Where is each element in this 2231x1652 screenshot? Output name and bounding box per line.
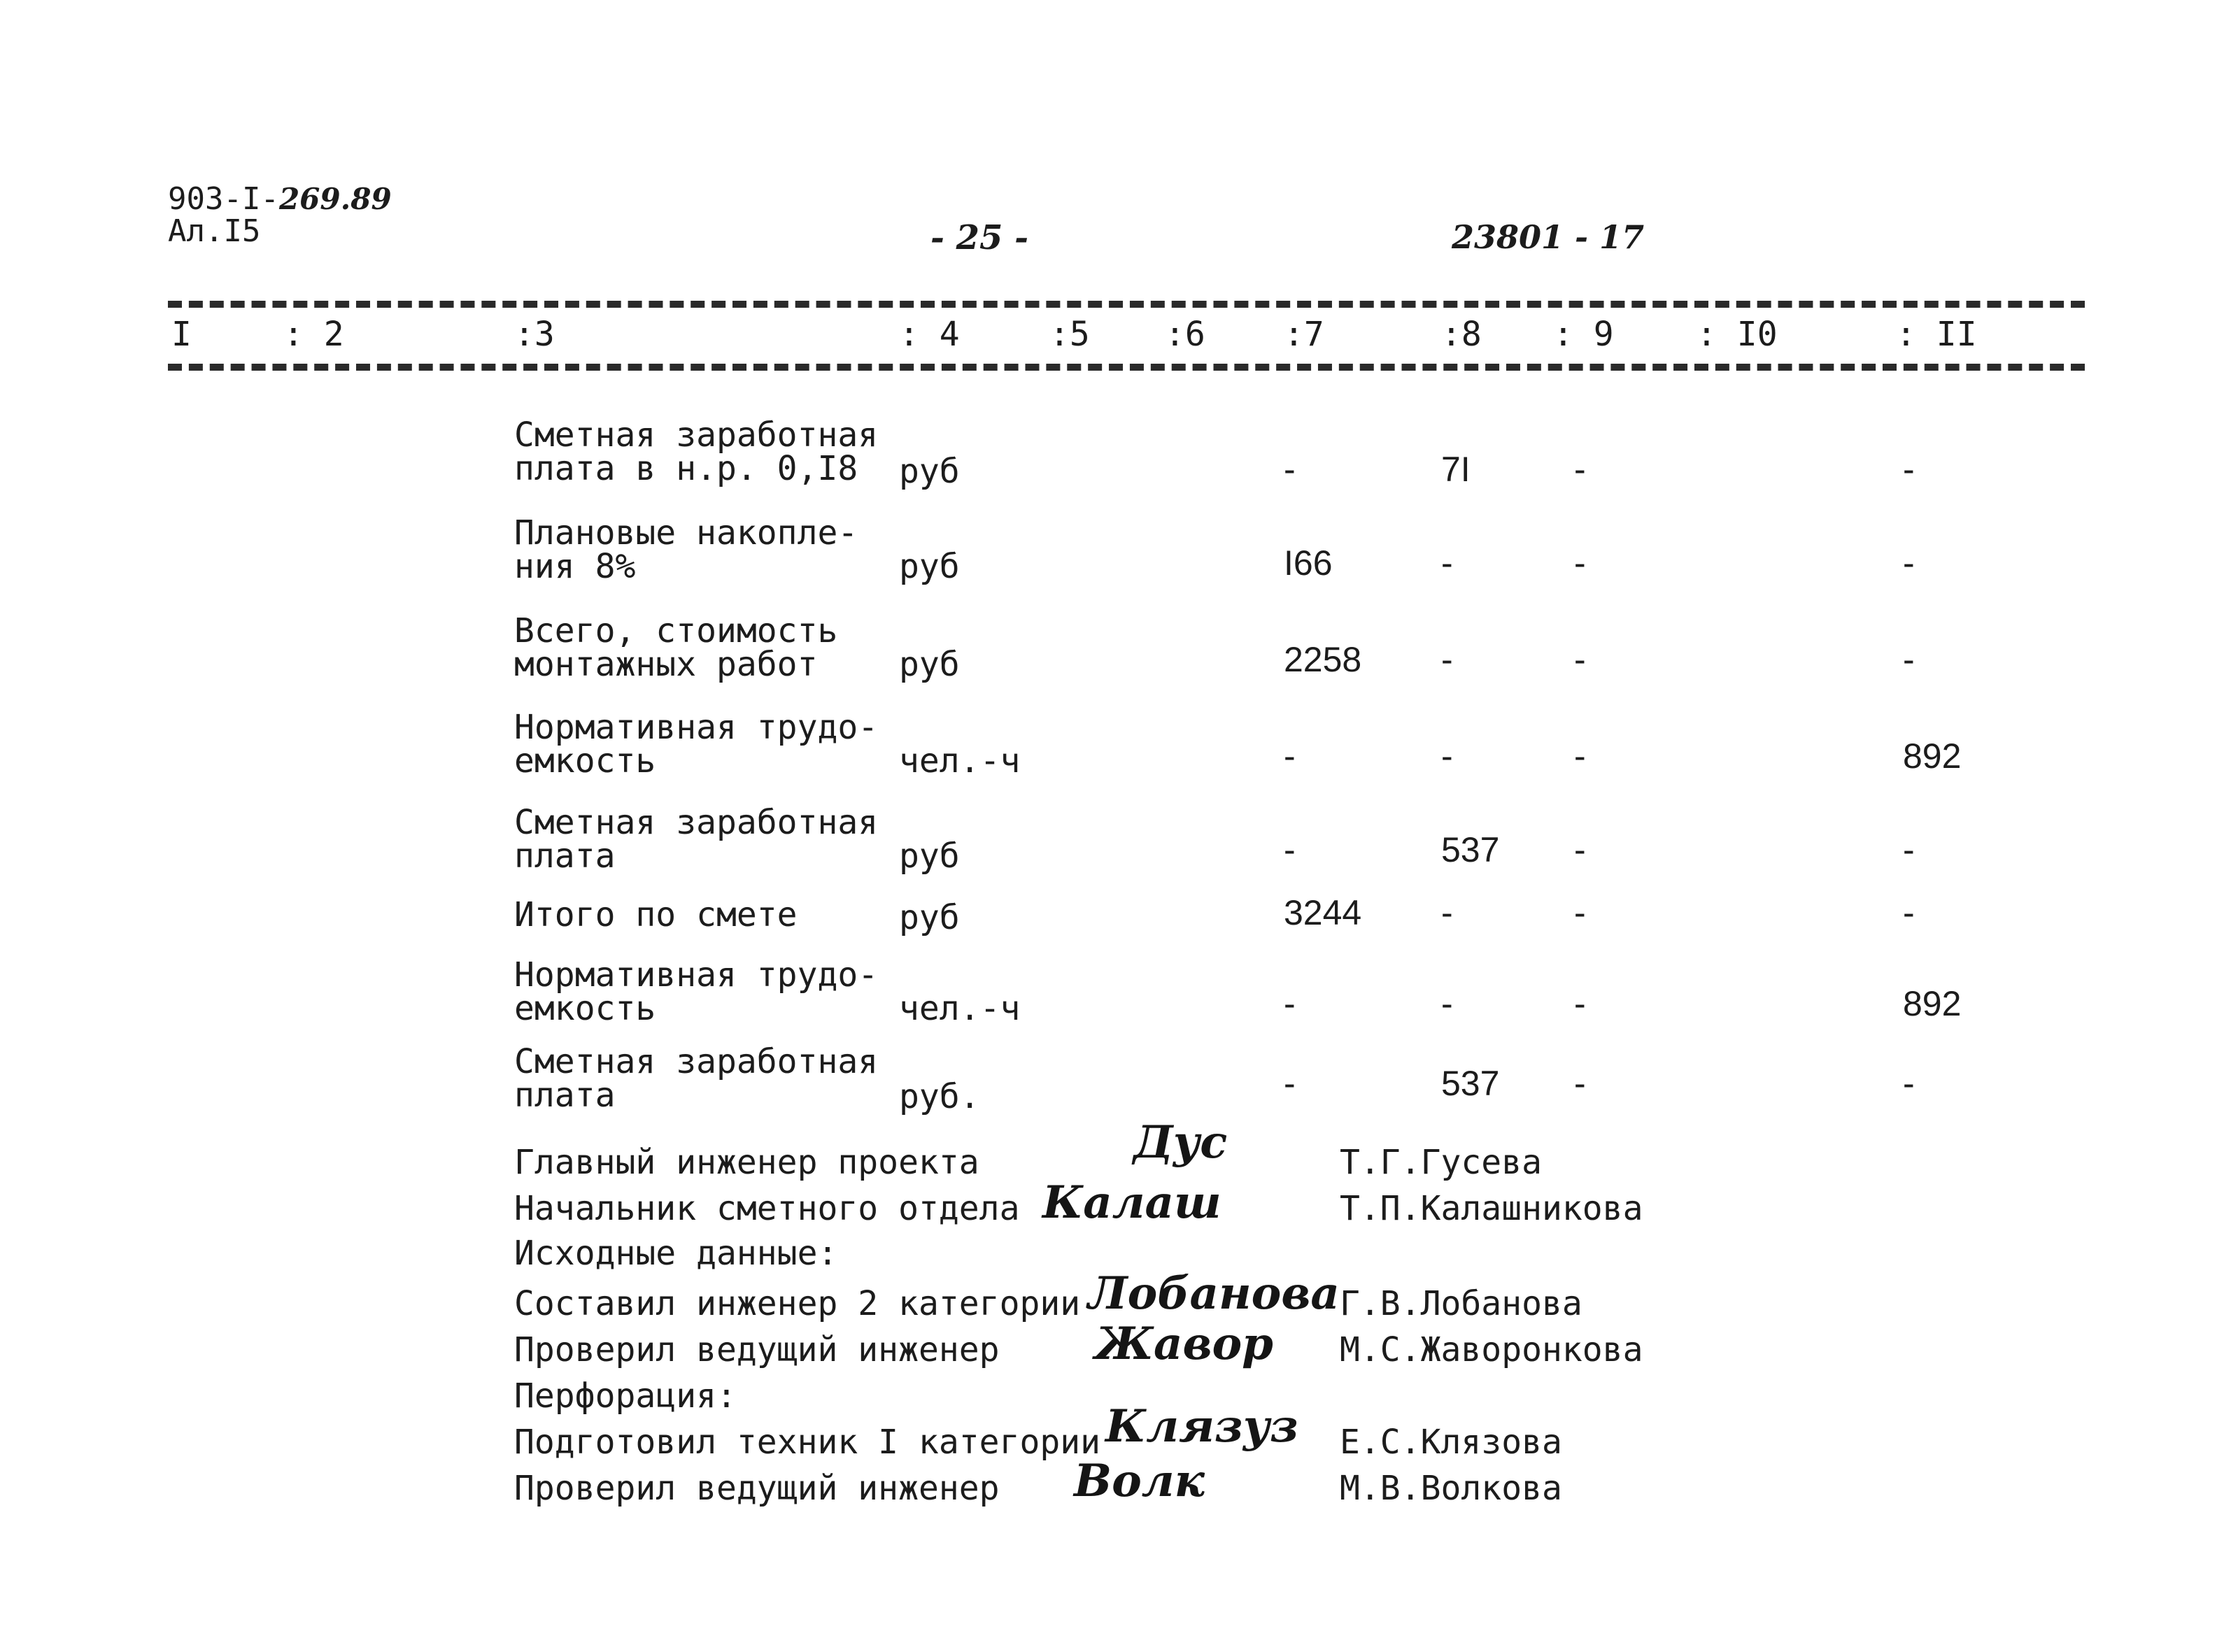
signature-name-8: М.В.Волкова [1340,1469,1562,1508]
handwritten-signature-2: Калаш [1042,1176,1221,1229]
handwritten-signature-1: Дус [1133,1116,1228,1169]
column-number-7: :7 [1284,315,1324,354]
row-label-1: Сметная заработная плата в н.р. 0,I8 [514,415,879,488]
row-5-col-11: - [1903,830,1915,869]
row-4-col-8: - [1441,736,1453,776]
row-label-3: Всего, стоимость монтажных работ [514,611,838,684]
column-number-8: :8 [1441,315,1482,354]
doc-code-printed: 903-I- [168,181,279,217]
row-unit-6: руб [899,898,960,937]
row-8-col-7: - [1284,1064,1296,1103]
sheet-code: 23801 - 17 [1452,218,1645,256]
column-number-4: : 4 [899,315,960,354]
row-label-8: Сметная заработная плата [514,1042,879,1115]
row-2-col-9: - [1574,543,1586,583]
row-3-col-7: 2258 [1284,640,1362,679]
row-label-4: Нормативная трудо- емкость [514,708,879,781]
header-rule-top [168,301,2085,308]
signature-role-4: Составил инженер 2 категории [514,1284,1081,1323]
row-unit-5: руб [899,836,960,876]
row-8-col-8: 537 [1441,1064,1500,1103]
row-5-col-7: - [1284,830,1296,869]
column-number-5: :5 [1049,315,1090,354]
row-7-col-9: - [1574,984,1586,1023]
row-7-col-8: - [1441,984,1453,1023]
handwritten-signature-5: Жавор [1095,1318,1273,1370]
row-4-col-7: - [1284,736,1296,776]
row-4-col-11: 892 [1903,736,1962,776]
row-unit-3: руб [899,645,960,684]
signature-name-4: Г.В.Лобанова [1340,1284,1582,1323]
row-7-col-11: 892 [1903,984,1962,1023]
column-number-6: :6 [1165,315,1205,354]
signature-role-5: Проверил ведущий инженер [514,1330,1000,1369]
row-8-col-11: - [1903,1064,1915,1103]
page-number: - 25 - [930,218,1029,257]
row-label-6: Итого по смете [514,895,798,934]
column-number-10: : I0 [1697,315,1778,354]
signature-name-7: Е.С.Клязова [1340,1423,1562,1462]
row-2-col-7: I66 [1284,543,1333,583]
row-1-col-9: - [1574,450,1586,489]
row-unit-7: чел.-ч [899,989,1021,1028]
row-2-col-8: - [1441,543,1453,583]
signature-role-1: Главный инженер проекта [514,1143,979,1182]
signature-section-perforation: Перфорация: [514,1376,737,1416]
column-number-1: I [171,315,192,354]
signature-role-7: Подготовил техник I категории [514,1423,1101,1462]
row-1-col-7: - [1284,450,1296,489]
row-1-col-8: 7I [1441,450,1471,489]
handwritten-signature-4: Лобанова [1088,1267,1340,1320]
signature-name-1: Т.Г.Гусева [1340,1143,1542,1182]
row-5-col-9: - [1574,830,1586,869]
row-label-2: Плановые накопле- ния 8% [514,513,858,586]
row-unit-1: руб [899,452,960,491]
handwritten-signature-7: Клязуз [1105,1400,1298,1453]
album-number: Ал.I5 [168,213,261,249]
signature-section-source-data: Исходные данные: [514,1234,838,1273]
row-3-col-9: - [1574,640,1586,679]
handwritten-signature-8: Волк [1074,1455,1205,1507]
doc-code-handwritten: 269.89 [278,182,392,216]
row-6-col-7: 3244 [1284,893,1362,932]
document-code [168,183,392,248]
row-unit-8: руб. [899,1077,980,1116]
column-number-9: : 9 [1553,315,1614,354]
row-label-7: Нормативная трудо- емкость [514,955,879,1028]
row-6-col-9: - [1574,893,1586,932]
row-7-col-7: - [1284,984,1296,1023]
row-label-5: Сметная заработная плата [514,803,879,876]
column-number-3: :3 [514,315,555,354]
signature-name-5: М.С.Жаворонкова [1340,1330,1643,1369]
signature-role-2: Начальник сметного отдела [514,1189,1020,1228]
row-2-col-11: - [1903,543,1915,583]
row-6-col-8: - [1441,893,1453,932]
signature-name-2: Т.П.Калашникова [1340,1189,1643,1228]
signature-role-8: Проверил ведущий инженер [514,1469,1000,1508]
row-1-col-11: - [1903,450,1915,489]
row-5-col-8: 537 [1441,830,1500,869]
row-3-col-8: - [1441,640,1453,679]
row-6-col-11: - [1903,893,1915,932]
row-8-col-9: - [1574,1064,1586,1103]
column-number-11: : II [1896,315,1977,354]
column-number-2: : 2 [283,315,344,354]
row-3-col-11: - [1903,640,1915,679]
row-unit-4: чел.-ч [899,741,1021,781]
row-unit-2: руб [899,547,960,586]
row-4-col-9: - [1574,736,1586,776]
header-rule-bottom [168,364,2085,371]
